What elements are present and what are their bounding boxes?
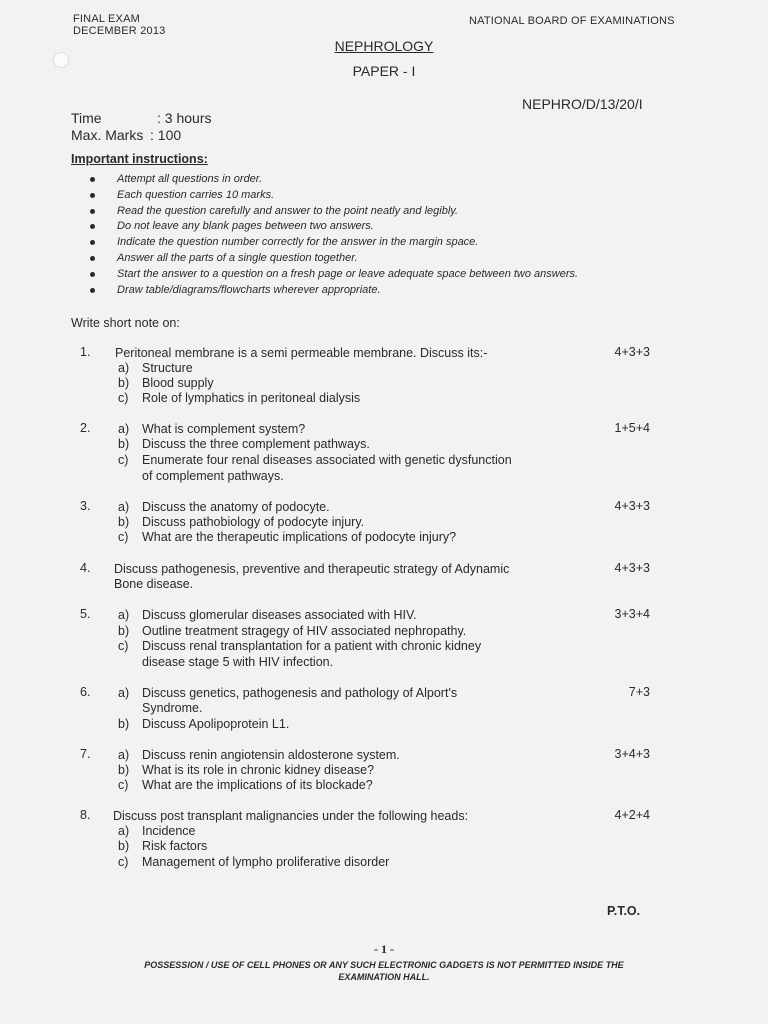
question-part: c) Role of lymphatics in peritoneal dialysis (118, 391, 361, 405)
question-part: b) Discuss Apolipoprotein L1. (118, 717, 290, 731)
question-stem: Discuss pathogenesis, preventive and therapeutic strategy of Adynamic (114, 562, 510, 576)
question-number: 5. (80, 607, 91, 621)
bullet-icon (90, 240, 95, 245)
question-number: 4. (80, 561, 91, 575)
question-part: b) Discuss the three complement pathways. (118, 437, 370, 451)
instruction-item: Read the question carefully and answer to the point neatly and legibly. (86, 204, 578, 220)
question-part: c) Enumerate four renal diseases associated with genetic dysfunction (118, 453, 512, 467)
footer-notice-line-2: EXAMINATION HALL. (338, 972, 430, 982)
instruction-item: Answer all the parts of a single question together. (86, 251, 578, 267)
question-part: of complement pathways. (142, 469, 284, 483)
question-part: a) Discuss glomerular diseases associated with HIV. (118, 608, 417, 622)
footer-notice-line-1: POSSESSION / USE OF CELL PHONES OR ANY SUCH ELECTRONIC GADGETS IS NOT PERMITTED INSIDE THE (144, 960, 624, 970)
bullet-icon (90, 177, 95, 182)
time-value: : 3 hours (157, 110, 212, 126)
question-stem: Peritoneal membrane is a semi permeable membrane. Discuss its:- (115, 346, 488, 360)
header-board-name: NATIONAL BOARD OF EXAMINATIONS (469, 15, 675, 27)
paper-title: PAPER - I (352, 63, 416, 79)
question-marks: 4+2+4 (614, 808, 650, 822)
question-marks: 4+3+3 (614, 499, 650, 513)
question-marks: 3+3+4 (614, 607, 650, 621)
question-marks: 1+5+4 (614, 421, 650, 435)
question-number: 6. (80, 685, 91, 699)
question-number: 2. (80, 421, 91, 435)
question-part: a) Discuss genetics, pathogenesis and pathology of Alport's (118, 686, 458, 700)
instruction-item: Start the answer to a question on a fresh page or leave adequate space between two answers. (86, 267, 578, 283)
question-part: b) Outline treatment stragegy of HIV associated nephropathy. (118, 624, 467, 638)
question-number: 8. (80, 808, 91, 822)
write-short-note: Write short note on: (71, 316, 180, 330)
question-part: c) Discuss renal transplantation for a patient with chronic kidney (118, 639, 482, 653)
question-part: b) Discuss pathobiology of podocyte injury. (118, 515, 365, 529)
question-part: b) Risk factors (118, 839, 208, 853)
question-part: a) What is complement system? (118, 422, 306, 436)
header-exam-name: FINAL EXAM (73, 13, 140, 25)
question-number: 3. (80, 499, 91, 513)
instruction-item: Indicate the question number correctly for the answer in the margin space. (86, 235, 578, 251)
question-part: disease stage 5 with HIV infection. (142, 655, 334, 669)
bullet-icon (90, 272, 95, 277)
question-part: Syndrome. (142, 701, 203, 715)
question-marks: 3+4+3 (614, 747, 650, 761)
bullet-icon (90, 209, 95, 214)
bullet-icon (90, 193, 95, 198)
bullet-icon (90, 224, 95, 229)
question-part: a) Incidence (118, 824, 196, 838)
instruction-item: Attempt all questions in order. (86, 172, 578, 188)
instruction-item: Draw table/diagrams/flowcharts wherever appropriate. (86, 283, 578, 299)
bullet-icon (90, 256, 95, 261)
question-number: 7. (80, 747, 91, 761)
question-part: b) What is its role in chronic kidney disease? (118, 763, 375, 777)
question-marks: 4+3+3 (614, 561, 650, 575)
question-marks: 4+3+3 (614, 345, 650, 359)
instructions-list (86, 172, 578, 298)
question-stem: Discuss post transplant malignancies under the following heads: (113, 809, 469, 823)
question-part: a) Structure (118, 361, 193, 375)
time-label: Time (71, 110, 102, 126)
question-part: c) What are the therapeutic implications of podocyte injury? (118, 530, 457, 544)
question-part: c) What are the implications of its blockade? (118, 778, 373, 792)
bullet-icon (90, 288, 95, 293)
marks-label: Max. Marks (71, 127, 144, 143)
question-stem-continued: Bone disease. (114, 577, 194, 591)
question-part: a) Discuss renin angiotensin aldosterone system. (118, 748, 400, 762)
marks-value: : 100 (150, 127, 182, 143)
question-part: b) Blood supply (118, 376, 214, 390)
question-marks: 7+3 (628, 685, 650, 699)
instruction-item: Do not leave any blank pages between two answers. (86, 219, 578, 235)
question-part: c) Management of lympho proliferative disorder (118, 855, 390, 869)
header-exam-date: DECEMBER 2013 (73, 25, 166, 37)
page-number: - 1 - (374, 942, 394, 956)
pto-label: P.T.O. (607, 904, 641, 918)
question-part: a) Discuss the anatomy of podocyte. (118, 500, 330, 514)
subject-title: NEPHROLOGY (334, 38, 434, 54)
question-number: 1. (80, 345, 91, 359)
instruction-item: Each question carries 10 marks. (86, 188, 578, 204)
paper-code: NEPHRO/D/13/20/I (522, 96, 643, 112)
instructions-heading: Important instructions: (71, 152, 208, 166)
